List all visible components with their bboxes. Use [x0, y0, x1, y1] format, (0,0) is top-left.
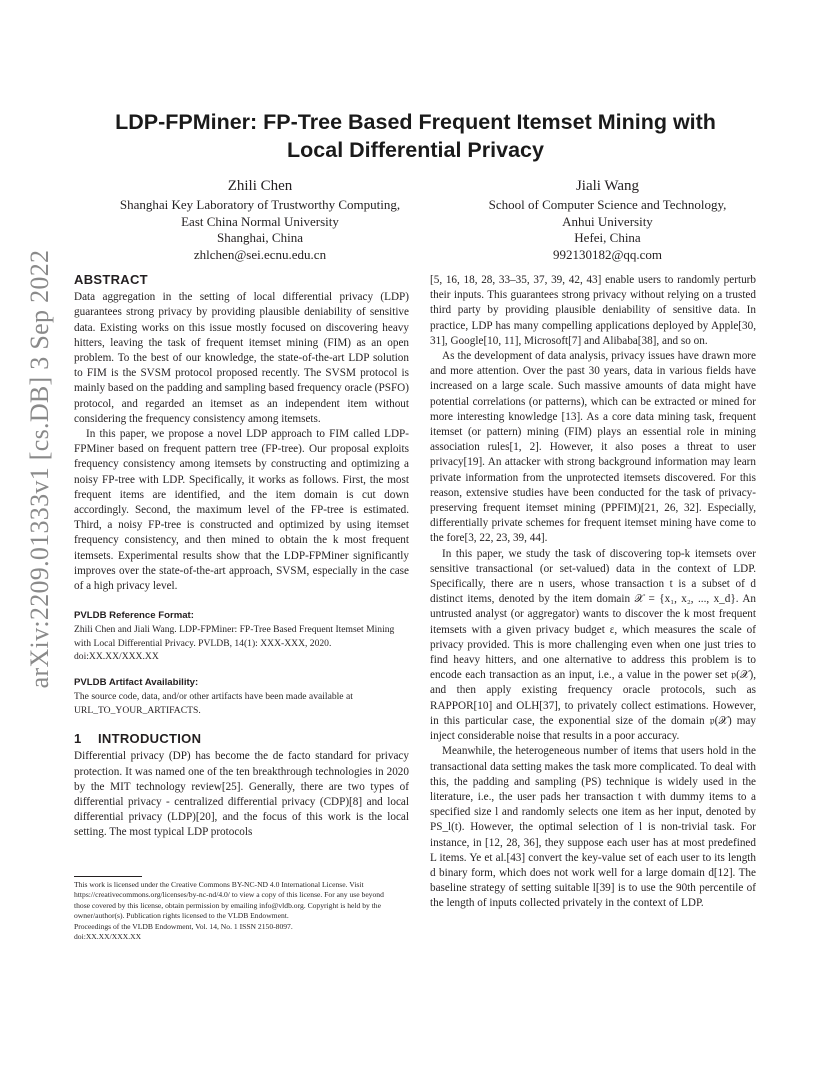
artifact-text: The source code, data, and/or other artifacts have been made available at [74, 691, 353, 703]
left-column [74, 272, 409, 841]
abstract-paragraph: Data aggregation in the setting of local differential privacy (LDP) guarantees strong privacy by providing plausible deniability of sensitive data. Existing works on this issue mostly focused on discovering heavy hitters, leaving the task of frequent itemset mining (FIM) as an open problem. To the best of our knowledge, the state-of-the-art LDP solution to FIM is the SVSM protocol proposed recently. The SVSM protocol is mainly based on the padding and sampling based frequency oracle (PSFO) protocol, and regarded an itemset as an independent item without considering the frequency consistency among itemsets. [74, 291, 409, 425]
author-location: Hefei, China [574, 230, 641, 245]
body-paragraph: [5, 16, 18, 28, 33–35, 37, 39, 42, 43] enable users to randomly perturb their inputs. This guarantees strong privacy without relying on a trusted third party by providing plausible deniability of sensitive data. In practice, LDP has many compelling applications deployed by Apple[30, 31], Google[10, 11], Microsoft[7] and Alibaba[38], and so on. [430, 274, 756, 347]
footnote-license: This work is licensed under the Creative Commons BY-NC-ND 4.0 International License. Visit https://creativecommons.org/licenses/by-nc-nd/4.0/ to view a copy of this license. For any use beyond those covered by this license, obtain permission by emailing info@vldb.org. Copyright is held by the owner/author(s). Publication rights licensed to the VLDB Endowment. [74, 880, 384, 921]
body-paragraph: In this paper, we study the task of discovering top-k itemsets over sensitive transactional (or set-valued) data in the context of LDP. Specifically, there are n users, whose transaction t is a subset of d distinct items, denoted by the item domain 𝒳 = {x₁, x₂, ..., x_d}. An untrusted analyst (or aggregator) wants to discover the k most frequent itemsets with a given privacy budget ε, which measures the scale of privacy provided. This is more challenging even when one just tries to find heavy hitters, and one alternative to address this problem is to encode each transaction as an input, i.e., a value in the power set 𝔭(𝒳), and then apply existing frequency oracle protocols, such as RAPPOR[10] and OLH[37], to privately collect estimations. However, in this particular case, the exponential size of the domain 𝔭(𝒳) may inject considerable noise that results in a poor accuracy. [430, 547, 756, 743]
title-line-2: Local Differential Privacy [287, 138, 544, 162]
author-affiliation: Anhui University [562, 213, 653, 229]
ref-format-text: Zhili Chen and Jiali Wang. LDP-FPMiner: FP-Tree Based Frequent Itemset Mining with Local Differential Privacy. PVLDB, 14(1): XXX-XXX, 2020. [74, 624, 395, 649]
title-line-1: LDP-FPMiner: FP-Tree Based Frequent Itemset Mining with [115, 110, 716, 134]
ref-format-doi: doi:XX.XX/XXX.XX [74, 651, 159, 663]
artifact-url: URL_TO_YOUR_ARTIFACTS. [74, 704, 201, 716]
author-email: zhlchen@sei.ecnu.edu.cn [193, 246, 327, 262]
section-number: 1 [74, 731, 82, 747]
author-affiliation: School of Computer Science and Technology, [488, 197, 727, 212]
author-affiliation: Shanghai Key Laboratory of Trustworthy Computing, [119, 197, 401, 212]
author-name: Zhili Chen [227, 178, 293, 194]
paper-title [74, 108, 757, 164]
author-block-1 [74, 176, 446, 263]
footnote-rule [74, 876, 142, 877]
author-name: Jiali Wang [575, 178, 640, 194]
body-paragraph: Meanwhile, the heterogeneous number of items that users hold in the transactional data setting makes the task more complicated. To deal with this, the padding and sampling (PS) technique is widely used in the literature, i.e., the user pads her transaction t with dummy items to a specified size l and randomly selects one item as her input, denoted by PS_l(t). However, the optimal selection of l is non-trivial task. For instance, in [12, 28, 36], they suppose each user has at most predefined L items. Ye et al.[43] convert the key-value set of each user to its length d binary form, which does not work well for a large domain d[12]. The baseline strategy of setting suitable l[39] is to use the 90th percentile of the length of inputs collected privately in the context of LDP. [430, 745, 756, 910]
arxiv-stamp: arXiv:2209.01333v1 [cs.DB] 3 Sep 2022 [25, 249, 54, 689]
author-affiliation: East China Normal University [181, 213, 339, 229]
author-location: Shanghai, China [217, 230, 303, 245]
right-column [430, 273, 756, 912]
intro-paragraph: Differential privacy (DP) has become the de facto standard for privacy protection. It was named one of the ten breakthrough technologies in 2020 by the MIT technology review[25]. Generally, there are two types of differential privacy - centralized differential privacy (CDP)[8] and local differential privacy (LDP)[20], and the focus of this work is the local setting. The most typical LDP protocols [74, 750, 409, 839]
footnote-doi: doi:XX.XX/XXX.XX [74, 932, 142, 942]
author-email: 992130182@qq.com [552, 246, 663, 262]
abstract-heading: ABSTRACT [74, 272, 148, 287]
ref-format-heading: PVLDB Reference Format: [74, 610, 194, 622]
section-heading-introduction [74, 731, 409, 746]
license-footnote [74, 876, 399, 942]
abstract-paragraph: In this paper, we propose a novel LDP approach to FIM called LDP-FPMiner based on frequent pattern tree (FP-tree). Our proposal exploits frequency consistency among itemsets by constructing and optimizing a noisy FP-tree with LDP. Specifically, it works as follows. First, the most frequent items are identified, and the item domain is cut down accordingly. Second, the maximum level of the FP-tree is estimated. Third, a noisy FP-tree is constructed and optimized by using itemset frequency consistency, and then mined to obtain the k most frequent itemsets. Experimental results show that the LDP-FPMiner significantly improves over the state-of-the-art approach, SVSM, especially in the case of a high privacy level. [74, 428, 409, 593]
author-block-2 [420, 176, 795, 263]
body-paragraph: As the development of data analysis, privacy issues have drawn more and more attention. Over the past 30 years, data in various fields have increased on a large scale. Such massive amounts of data might have potential correlations (or patterns), which can be extracted or mined for more interesting knowledge [13]. As a core data mining task, frequent itemset (or pattern) mining (FIM) plays an essential role in mining association rules[1, 2]. However, it also poses a threat to user privacy[19]. An attacker with strong background information may learn private information from the unprotected itemsets discovered. For this reason, extensive studies have been conducted for the task of privacy-preserving frequent itemset mining (PPFIM)[21, 26, 32]. Especially, differentially private schemes for frequent itemset mining have come to the fore[3, 22, 23, 39, 44]. [430, 350, 756, 545]
artifact-heading: PVLDB Artifact Availability: [74, 676, 199, 688]
section-title: INTRODUCTION [98, 731, 202, 747]
footnote-proceedings: Proceedings of the VLDB Endowment, Vol. 14, No. 1 ISSN 2150-8097. [74, 921, 293, 931]
